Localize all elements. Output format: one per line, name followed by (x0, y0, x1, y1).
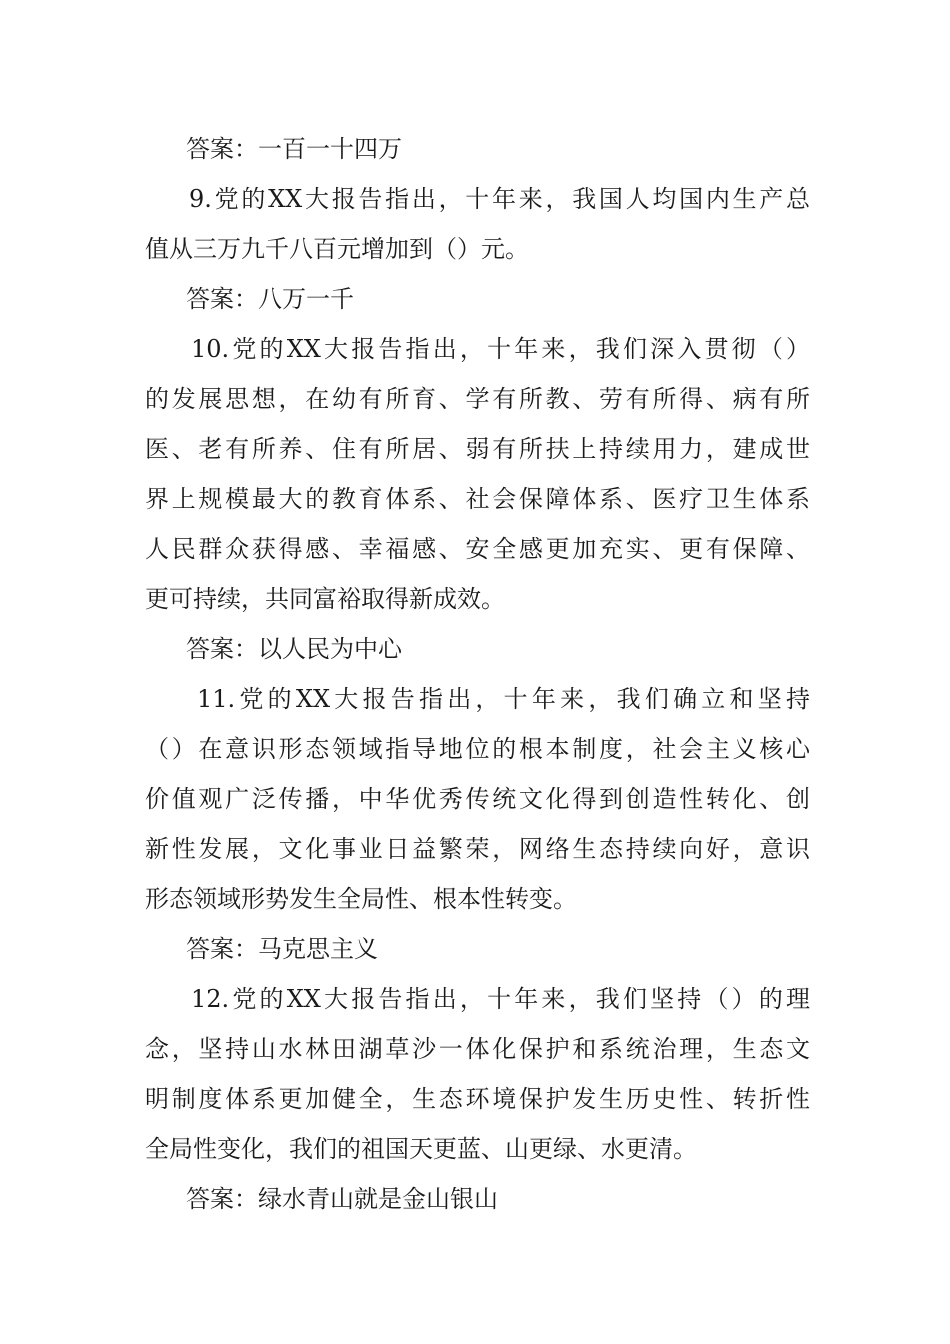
question-line: 的发展思想，在幼有所育、学有所教、劳有所得、病有所 (145, 385, 810, 413)
answer-line: 答案：以人民为中心 (186, 635, 402, 663)
answer-line: 答案：八万一千 (186, 285, 354, 313)
question-line: 12.党的XX大报告指出，十年来，我们坚持（）的理 (191, 985, 810, 1013)
answer-paragraph (145, 1174, 810, 1224)
question-paragraph (145, 674, 810, 924)
answer-paragraph (145, 924, 810, 974)
question-line: 人民群众获得感、幸福感、安全感更加充实、更有保障、 (145, 535, 810, 563)
question-line: 形态领域形势发生全局性、根本性转变。 (145, 885, 577, 913)
answer-paragraph (145, 274, 810, 324)
question-line: 值从三万九千八百元增加到（）元。 (145, 235, 529, 263)
document-body (145, 124, 810, 1224)
answer-line: 答案：绿水青山就是金山银山 (186, 1185, 498, 1213)
question-line: （）在意识形态领域指导地位的根本制度，社会主义核心 (145, 735, 810, 763)
answer-paragraph (145, 624, 810, 674)
question-line: 新性发展，文化事业日益繁荣，网络生态持续向好，意识 (145, 835, 810, 863)
answer-line: 答案：一百一十四万 (186, 135, 402, 163)
question-line: 11.党的XX大报告指出，十年来，我们确立和坚持 (197, 685, 810, 713)
question-line: 明制度体系更加健全，生态环境保护发生历史性、转折性 (145, 1085, 810, 1113)
question-line: 医、老有所养、住有所居、弱有所扶上持续用力，建成世 (145, 435, 810, 463)
answer-paragraph (145, 124, 810, 174)
question-line: 全局性变化，我们的祖国天更蓝、山更绿、水更清。 (145, 1135, 697, 1163)
question-line: 界上规模最大的教育体系、社会保障体系、医疗卫生体系 (145, 485, 810, 513)
question-paragraph (145, 324, 810, 624)
question-line: 价值观广泛传播，中华优秀传统文化得到创造性转化、创 (145, 785, 810, 813)
question-line: 更可持续，共同富裕取得新成效。 (145, 585, 505, 613)
question-line: 10.党的XX大报告指出，十年来，我们深入贯彻（） (191, 335, 810, 363)
question-paragraph (145, 174, 810, 274)
question-paragraph (145, 974, 810, 1174)
question-line: 念，坚持山水林田湖草沙一体化保护和系统治理，生态文 (145, 1035, 810, 1063)
answer-line: 答案：马克思主义 (186, 935, 378, 963)
question-line: 9.党的XX大报告指出，十年来，我国人均国内生产总 (189, 185, 810, 213)
